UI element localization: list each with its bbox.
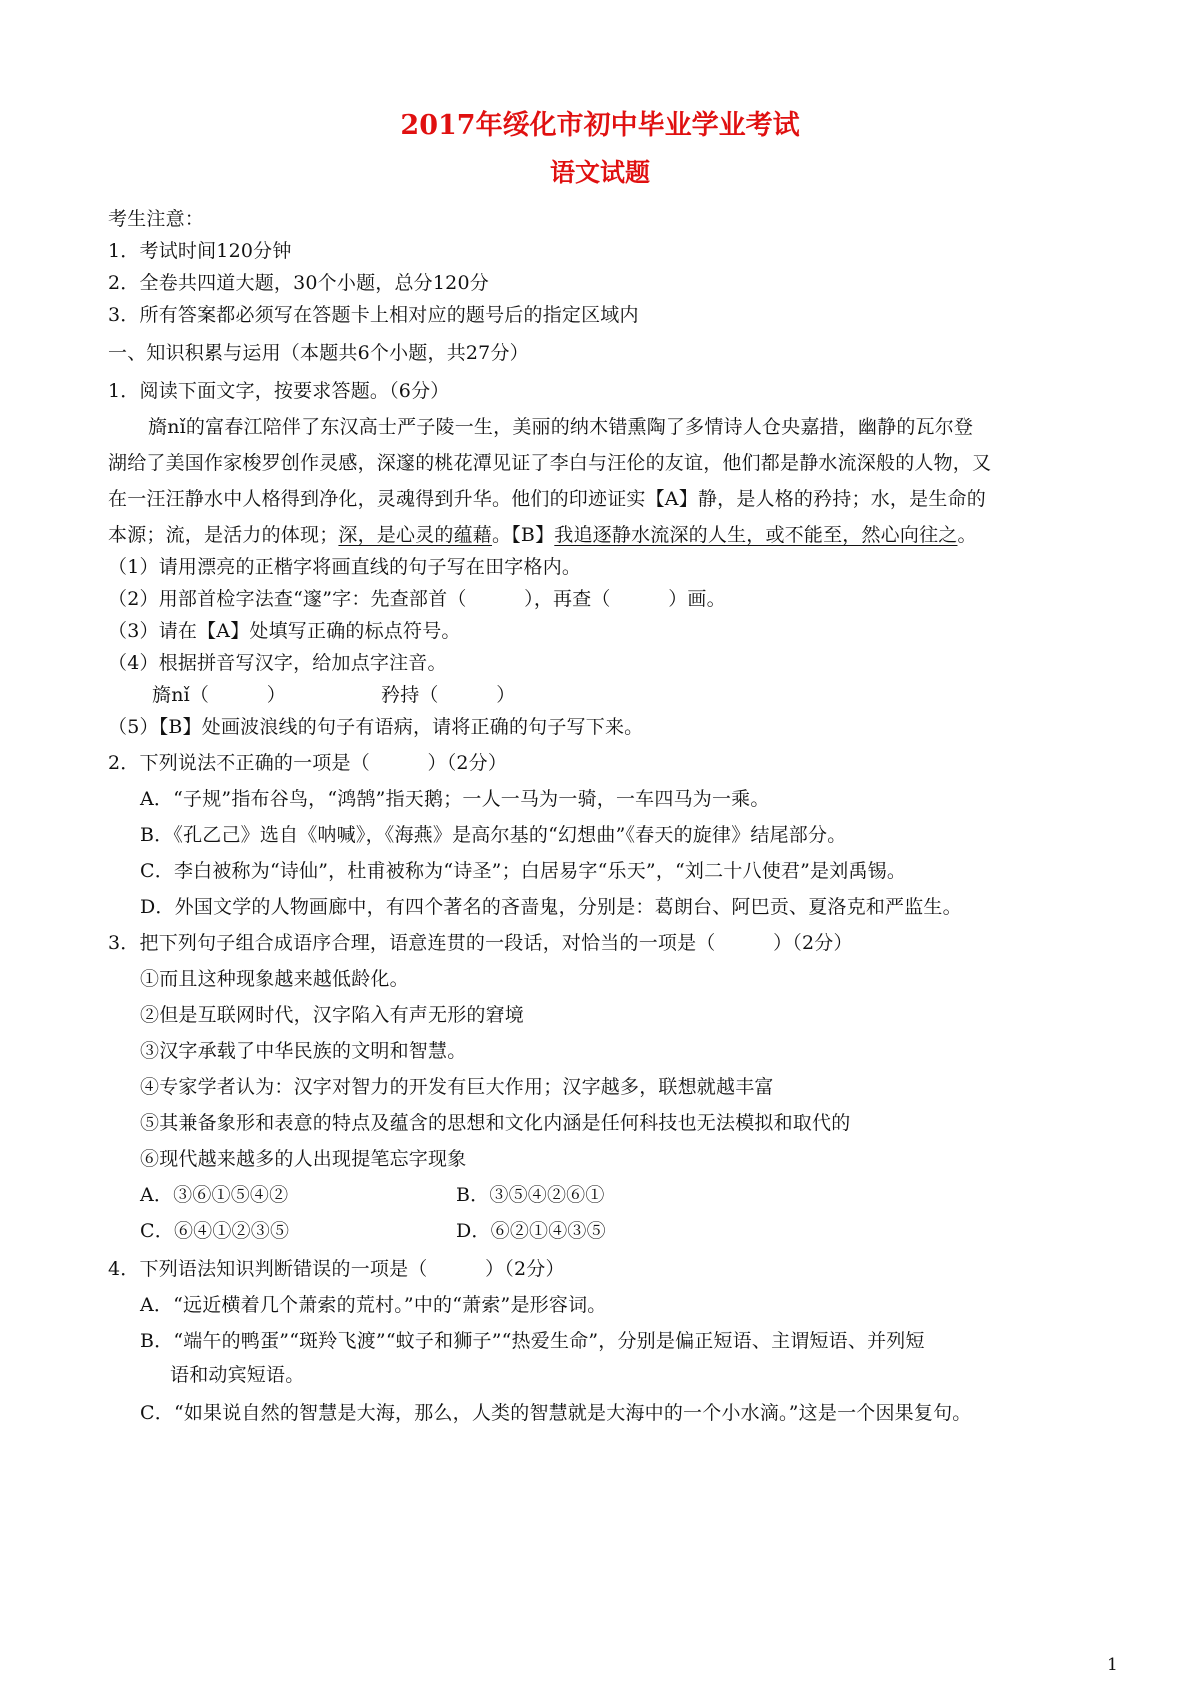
passage-text: 本源；流，是活力的体现；: [108, 524, 339, 546]
exam-subtitle: 语文试题: [549, 158, 650, 187]
notice-item: 2．全卷共四道大题，30个小题，总分120分: [108, 272, 489, 294]
passage-line: 在一汪汪静水中人格得到净化，灵魂得到升华。他们的印迹证实【A】静，是人格的矜持；水，是生命的: [108, 488, 986, 510]
sentence: ⑥现代越来越多的人出现提笔忘字现象: [140, 1148, 467, 1170]
sentence: ②但是互联网时代，汉字陷入有声无形的窘境: [140, 1004, 525, 1026]
question-1-stem: 1．阅读下面文字，按要求答题。（6分）: [108, 380, 450, 402]
option: C．李白被称为“诗仙”，杜甫被称为“诗圣”；白居易字“乐天”，“刘二十八使君”是刘禹锡。: [140, 860, 907, 882]
section-heading: 一、知识积累与运用（本题共6个小题，共27分）: [108, 342, 529, 364]
option: B．“端午的鸭蛋”“斑羚飞渡”“蚊子和狮子”“热爱生命”，分别是偏正短语、主谓短语、并列短: [140, 1330, 925, 1352]
option: B．③⑤④②⑥①: [456, 1184, 605, 1206]
sentence: ①而且这种现象越来越低龄化。: [140, 968, 409, 990]
underlined-sentence: 深，是心灵的蕴藉: [338, 524, 493, 546]
passage-text: 。【B】: [492, 524, 555, 546]
exam-title: 2017年绥化市初中毕业学业考试: [400, 110, 800, 141]
option: C．⑥④①②③⑤: [140, 1220, 290, 1242]
option-continuation: 语和动宾短语。: [170, 1364, 305, 1386]
passage-text: 。: [957, 524, 977, 546]
question-3-stem: 3．把下列句子组合成语序合理，语意连贯的一段话，对恰当的一项是（ ）（2分）: [108, 932, 853, 954]
page-number: 1: [1107, 1655, 1118, 1675]
passage-line: 湖给了美国作家梭罗创作灵感，深邃的桃花潭见证了李白与汪伦的友谊，他们都是静水流深般的人物，又: [108, 452, 992, 474]
option: A．“远近横着几个萧索的荒村。”中的“萧索”是形容词。: [140, 1294, 607, 1316]
sentence: ⑤其兼备象形和表意的特点及蕴含的思想和文化内涵是任何科技也无法模拟和取代的: [140, 1112, 851, 1134]
notice-heading: 考生注意：: [108, 208, 205, 230]
sentence: ④专家学者认为：汉字对智力的开发有巨大作用；汉字越多，联想就越丰富: [140, 1076, 774, 1098]
sub-question: （3）请在【A】处填写正确的标点符号。: [108, 620, 461, 642]
question-4-stem: 4．下列语法知识判断错误的一项是（ ）（2分）: [108, 1258, 565, 1280]
notice-item: 1．考试时间120分钟: [108, 240, 292, 262]
sub-question: （5）【B】处画波浪线的句子有语病，请将正确的句子写下来。: [108, 716, 644, 738]
wavy-sentence: 我追逐静水流深的人生，或不能至，然心向往之: [554, 524, 958, 546]
pinyin-blank: 矜持（ ）: [381, 684, 516, 706]
option: C．“如果说自然的智慧是大海，那么，人类的智慧就是大海中的一个小水滴。”这是一个因果复句。: [140, 1402, 972, 1424]
sub-question: （1）请用漂亮的正楷字将画直线的句子写在田字格内。: [108, 556, 582, 578]
sentence: ③汉字承载了中华民族的文明和智慧。: [140, 1040, 467, 1062]
option: D．外国文学的人物画廊中，有四个著名的吝啬鬼，分别是：葛朗台、阿巴贡、夏洛克和严监生。: [140, 896, 962, 918]
passage-line-last: [108, 522, 977, 548]
option: A．③⑥①⑤④②: [140, 1184, 289, 1206]
sub-question: （2）用部首检字法查“邃”字：先查部首（ ），再查（ ）画。: [108, 588, 726, 610]
question-2-stem: 2．下列说法不正确的一项是（ ）（2分）: [108, 752, 508, 774]
option: D．⑥②①④③⑤: [456, 1220, 606, 1242]
passage-line: 旖nǐ的富春江陪伴了东汉高士严子陵一生，美丽的纳木错熏陶了多情诗人仓央嘉措，幽静的瓦尔登: [148, 416, 974, 438]
option: A．“子规”指布谷鸟，“鸿鹄”指天鹅；一人一马为一骑，一车四马为一乘。: [140, 788, 770, 810]
pinyin-blank: 旖nǐ（ ）: [152, 684, 286, 706]
option: B．《孔乙己》选自《呐喊》，《海燕》是高尔基的“幻想曲”《春天的旋律》结尾部分。: [140, 824, 847, 846]
notice-item: 3．所有答案都必须写在答题卡上相对应的题号后的指定区域内: [108, 304, 639, 326]
sub-question: （4）根据拼音写汉字，给加点字注音。: [108, 652, 447, 674]
